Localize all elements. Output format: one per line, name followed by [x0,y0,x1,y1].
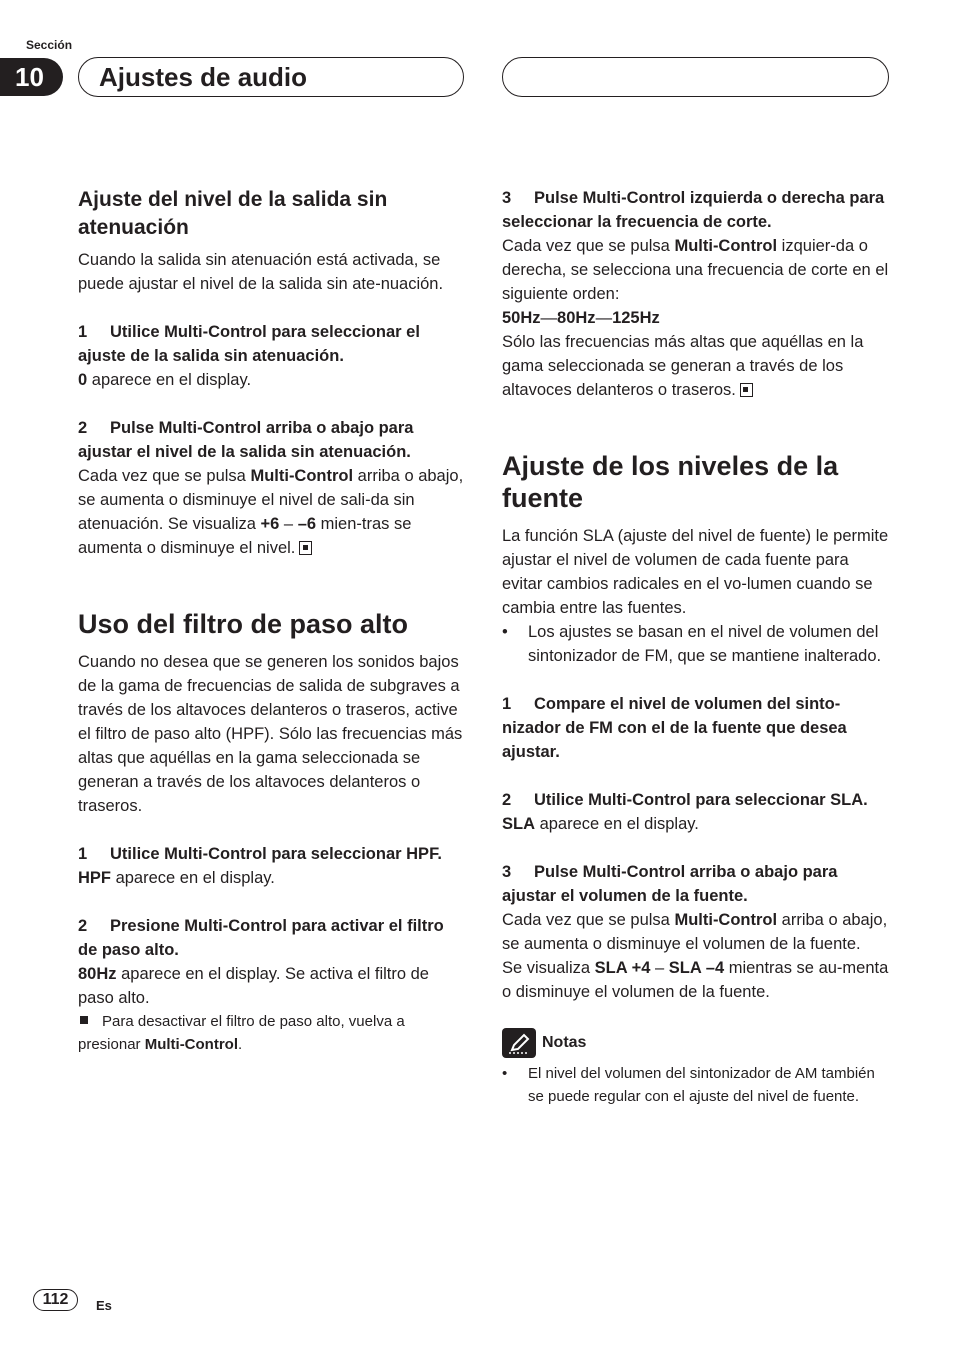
empty-header-pill [502,57,889,97]
page-number: 112 [33,1289,78,1311]
section-number-tab: 10 [0,58,63,96]
step-1-result: HPF aparece en el display. [78,869,275,887]
heading-niveles-fuente: Ajuste de los niveles de la fuente [502,451,839,513]
end-mark-icon [299,541,312,555]
step-1-result: 0 aparece en el display. [78,371,252,389]
step-3-text: Cada vez que se pulsa Multi-Control arriba o abajo, se aumenta o disminuye el volumen de la fuente. [502,911,888,953]
step-1: 1 Utilice Multi-Control para seleccionar HPF. [78,845,442,863]
pencil-icon [502,1028,536,1058]
notes-label: Notas [542,1034,587,1051]
step-3-display: Se visualiza SLA +4 – SLA –4 mientras se au-menta o disminuye el volumen de la fuente. [502,959,889,1001]
step-2-result: 80Hz aparece en el display. Se activa el filtro de paso alto. [78,965,429,1007]
end-mark-icon [740,383,753,397]
step-3-text: Cada vez que se pulsa Multi-Control izquier-da o derecha, se selecciona una frecuencia de corte en el siguiente orden: [502,237,889,303]
section-title-text: Ajustes de audio [99,61,308,92]
step-3: 3 Pulse Multi-Control izquierda o derecha para seleccionar la frecuencia de corte. [502,189,885,231]
square-bullet-icon [80,1016,88,1024]
step-3-note: Sólo las frecuencias más altas que aquéllas en la gama seleccionada se generan a través de los altavoces delanteros o traseros. [502,333,864,399]
note-item: • El nivel del volumen del sintonizador de AM también se puede regular con el ajuste del nivel de fuente. [502,1062,892,1108]
notes-header [502,1028,892,1058]
step-2: 2 Pulse Multi-Control arriba o abajo para ajustar el nivel de la salida sin atenuación. [78,419,414,461]
step-2-text: Cada vez que se pulsa Multi-Control arriba o abajo, se aumenta o disminuye el nivel de sali-da sin atenuación. Se visualiza +6 – –6 mien-tras se aumenta o disminuye el nivel. [78,467,464,557]
note-item: Para desactivar el filtro de paso alto, vuelva a presionar Multi-Control. [78,1013,405,1053]
paragraph: Cuando no desea que se generen los sonidos bajos de la gama de frecuencias de salida de subgraves a través de los altavoces delanteros o traseros, active el filtro de paso alto (HPF). Sólo las frecuencias más altas que aquéllas en la gama seleccionada se generan a través de los altavoces delanteros o traseros. [78,653,463,815]
paragraph: Cuando la salida sin atenuación está activada, se puede ajustar el nivel de la salida sin ate-nuación. [78,251,444,293]
step-2-result: SLA aparece en el display. [502,815,699,833]
bullet-item: • Los ajustes se basan en el nivel de volumen del sintonizador de FM, que se mantiene inalterado. [502,620,892,668]
step-2: 2 Presione Multi-Control para activar el filtro de paso alto. [78,917,444,959]
language-code: Es [96,1298,112,1313]
step-1: 1 Compare el nivel de volumen del sinto-nizador de FM con el de la fuente que desea ajustar. [502,695,847,761]
step-2: 2 Utilice Multi-Control para seleccionar SLA. [502,791,868,809]
heading-filtro-paso-alto: Uso del filtro de paso alto [78,609,409,639]
section-label: Sección [26,38,73,52]
heading-salida-sin-atenuacion: Ajuste del nivel de la salida sin atenuación [78,188,388,239]
section-title [78,57,464,97]
right-column [502,186,892,1108]
step-1: 1 Utilice Multi-Control para seleccionar el ajuste de la salida sin atenuación. [78,323,420,365]
paragraph: La función SLA (ajuste del nivel de fuente) le permite ajustar el nivel de volumen de cada fuente para evitar cambios radicales en el vo-lumen cuando se cambia entre las fuentes. [502,527,889,617]
frequency-order: 50Hz—80Hz—125Hz [502,309,660,327]
left-column [78,186,466,1056]
step-3: 3 Pulse Multi-Control arriba o abajo para ajustar el volumen de la fuente. [502,863,838,905]
